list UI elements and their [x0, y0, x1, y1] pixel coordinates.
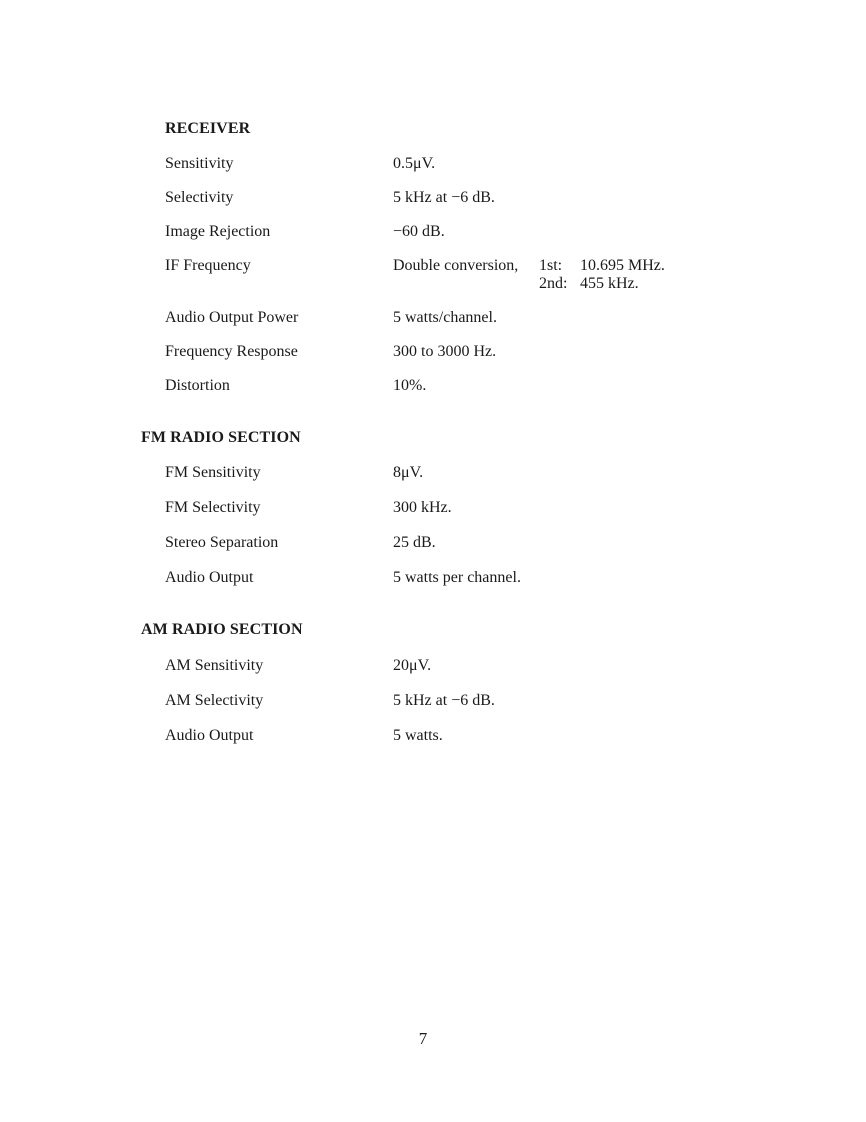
spec-value: 10%.: [393, 377, 427, 394]
spec-value: 5 kHz at −6 dB.: [393, 189, 495, 206]
spec-value: −60 dB.: [393, 223, 445, 240]
spec-label: Frequency Response: [165, 343, 298, 360]
spec-row-frequency-response: [0, 343, 866, 377]
spec-value: 300 kHz.: [393, 499, 452, 516]
spec-value: 5 kHz at −6 dB.: [393, 692, 495, 709]
spec-value: 8μV.: [393, 464, 424, 481]
spec-row-selectivity: [0, 189, 866, 223]
spec-label: Audio Output Power: [165, 309, 299, 326]
if-first-value: 10.695 MHz.: [580, 257, 665, 274]
spec-value: 5 watts.: [393, 727, 443, 744]
spec-label: Stereo Separation: [165, 534, 279, 551]
if-first-stage: 1st:: [539, 257, 563, 274]
spec-row-am-selectivity: [0, 692, 866, 726]
if-second-value: 455 kHz.: [580, 275, 639, 292]
spec-row-distortion: [0, 377, 866, 411]
spec-value: 5 watts per channel.: [393, 569, 521, 586]
spec-label: Audio Output: [165, 569, 254, 586]
spec-value: 0.5μV.: [393, 155, 436, 172]
receiver-heading: RECEIVER: [165, 120, 251, 137]
fm-section-heading: FM RADIO SECTION: [141, 429, 301, 446]
spec-label: Selectivity: [165, 189, 234, 206]
spec-label: AM Selectivity: [165, 692, 264, 709]
spec-row-fm-sensitivity: [0, 464, 866, 498]
spec-row-image-rejection: [0, 223, 866, 257]
spec-row-fm-audio-output: [0, 569, 866, 603]
spec-row-sensitivity: [0, 155, 866, 189]
if-second-stage: 2nd:: [539, 275, 568, 292]
if-prefix: Double conversion,: [393, 257, 519, 274]
spec-value: 5 watts/channel.: [393, 309, 497, 326]
spec-row-audio-output-power: [0, 309, 866, 343]
spec-row-if-frequency: [0, 257, 866, 297]
spec-label: FM Sensitivity: [165, 464, 261, 481]
spec-row-am-audio-output: [0, 727, 866, 761]
spec-row-fm-selectivity: [0, 499, 866, 533]
spec-label: Distortion: [165, 377, 230, 394]
spec-label: FM Selectivity: [165, 499, 261, 516]
spec-label: Audio Output: [165, 727, 254, 744]
spec-value: 300 to 3000 Hz.: [393, 343, 497, 360]
spec-value: 25 dB.: [393, 534, 436, 551]
am-section-heading: AM RADIO SECTION: [141, 621, 303, 638]
spec-label: IF Frequency: [165, 257, 251, 274]
spec-label: Sensitivity: [165, 155, 234, 172]
spec-value: 20μV.: [393, 657, 432, 674]
spec-label: Image Rejection: [165, 223, 271, 240]
page-number: 7: [418, 1029, 428, 1048]
spec-label: AM Sensitivity: [165, 657, 264, 674]
spec-row-stereo-separation: [0, 534, 866, 568]
spec-row-am-sensitivity: [0, 657, 866, 691]
